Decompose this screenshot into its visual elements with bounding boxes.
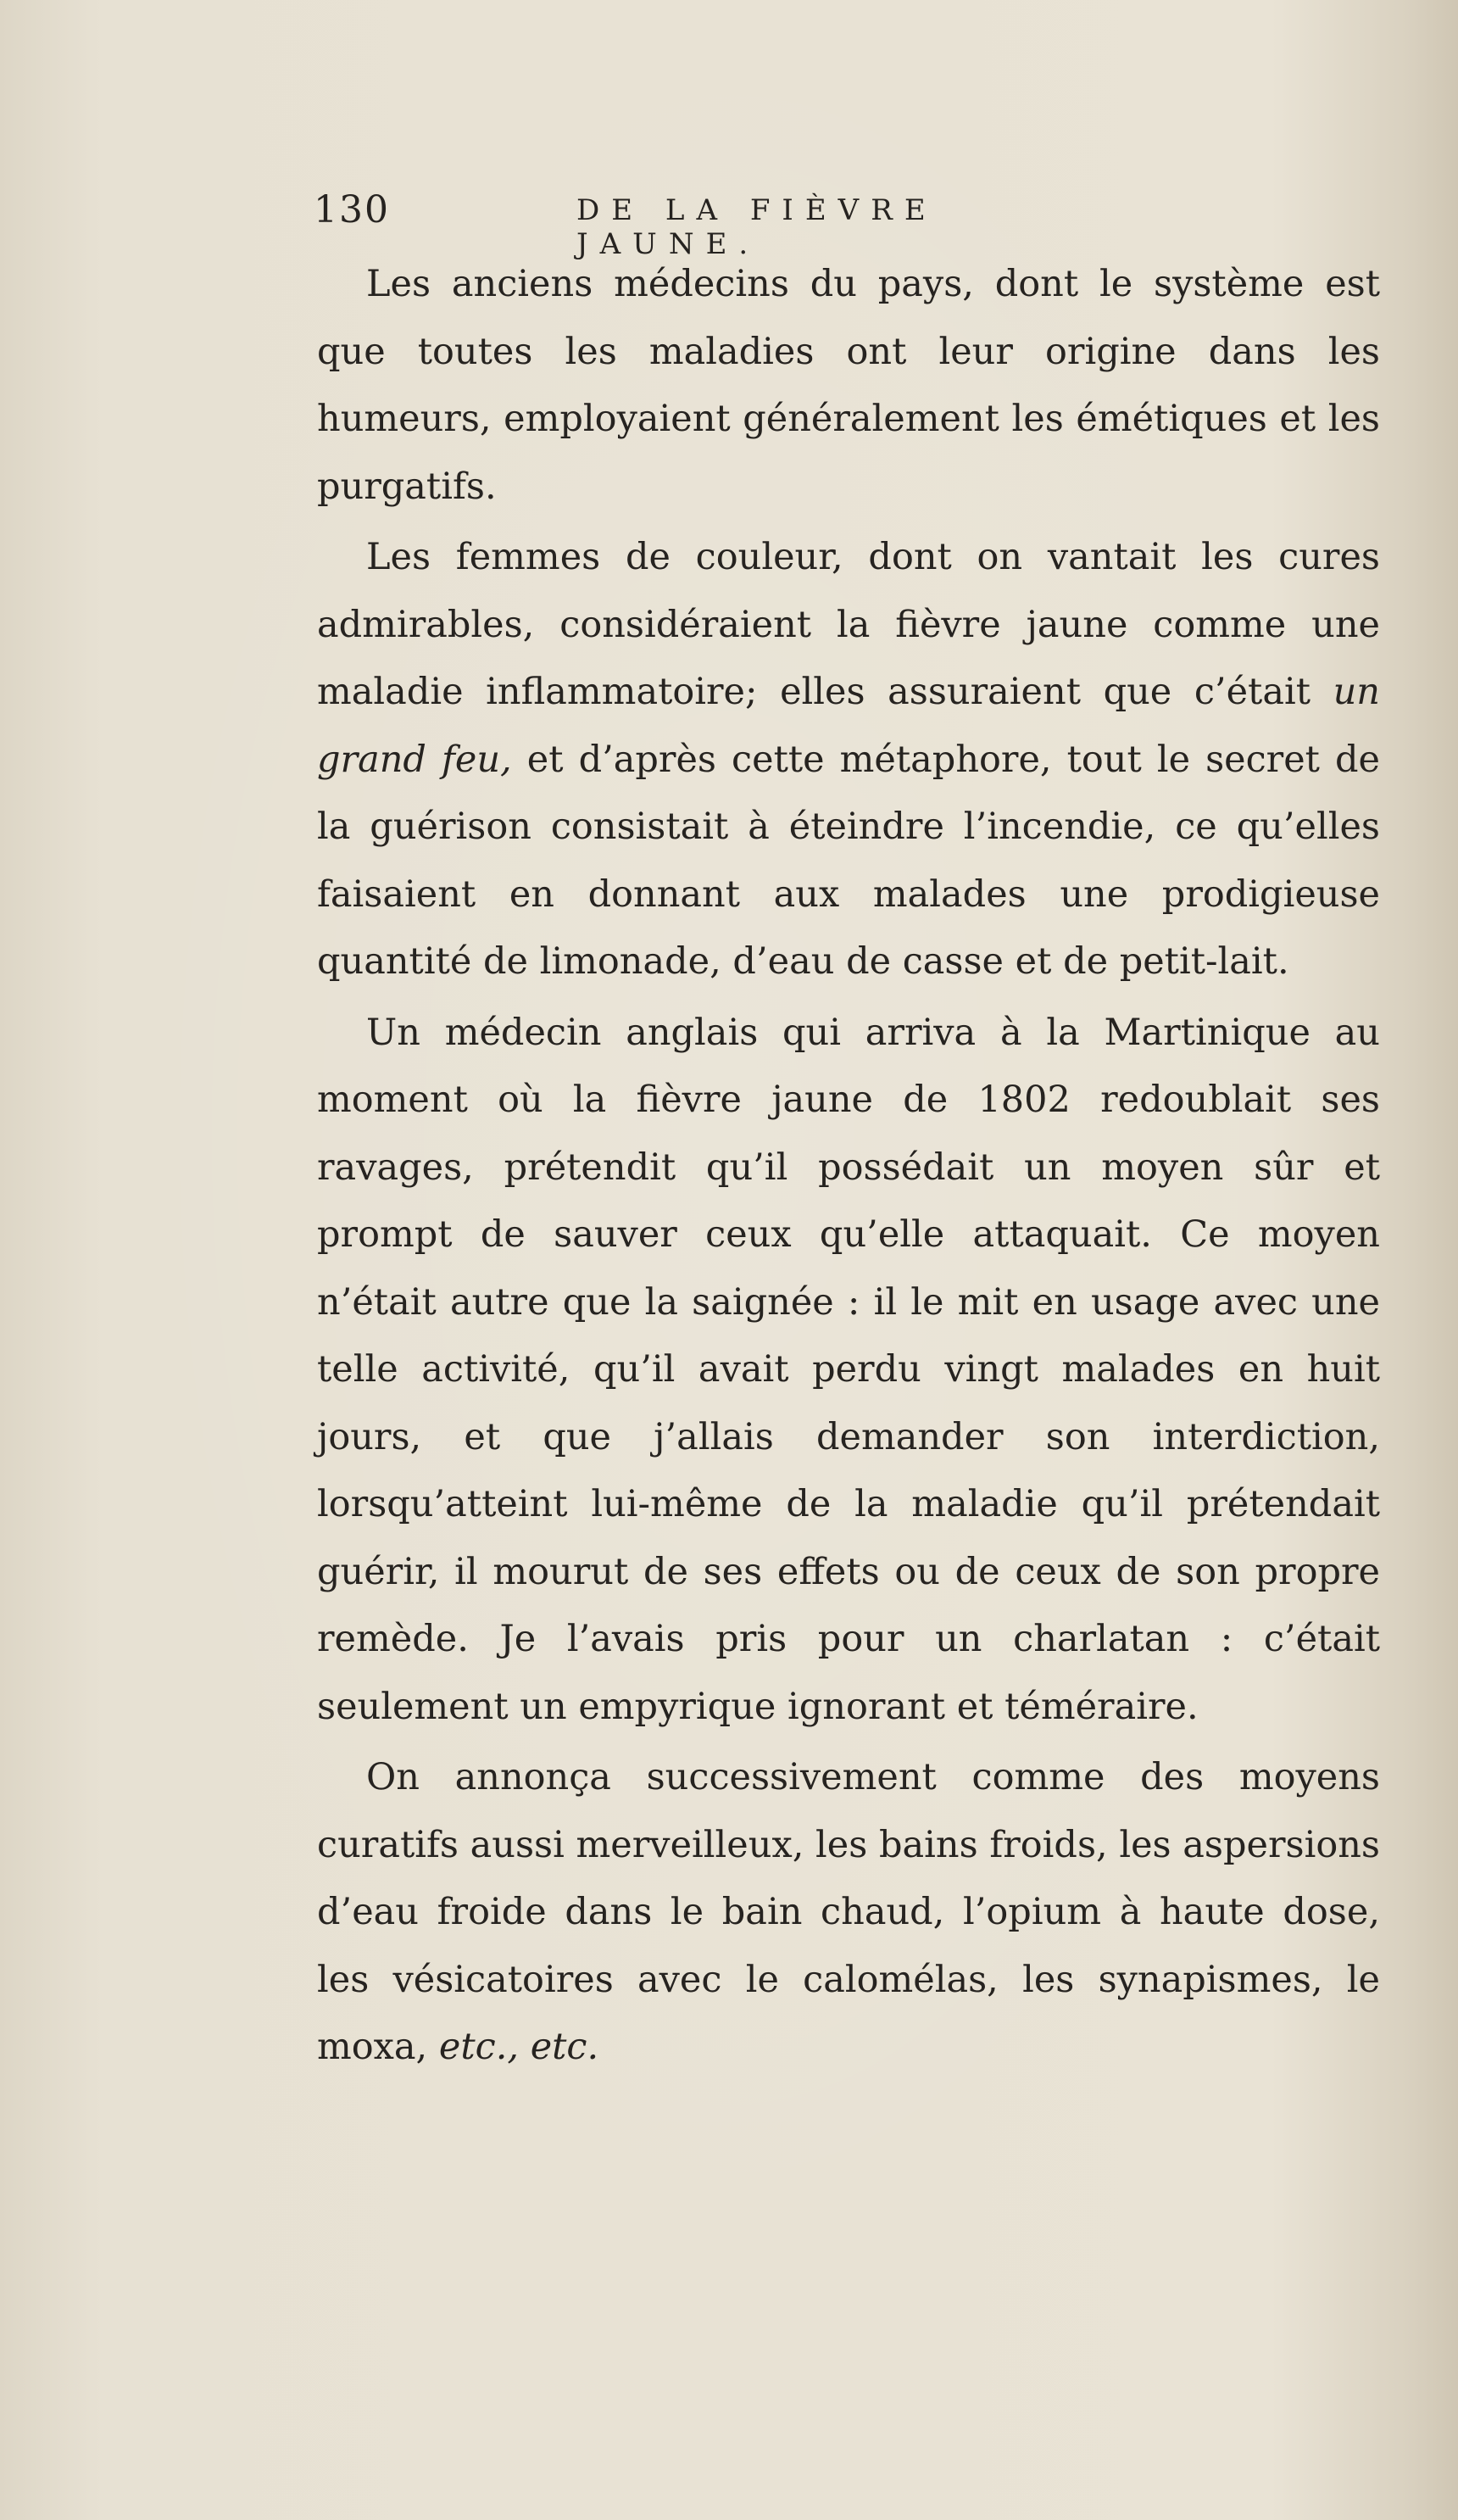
- italic-phrase: un grand feu,: [317, 671, 1380, 781]
- paragraph-text: Les anciens médecins du pays, dont le système est que toutes les maladies ont leur origine dans les humeurs, employaient généralement les émétiques et les purgatifs.: [317, 263, 1380, 508]
- page-header: [314, 188, 1119, 261]
- body-text: [317, 251, 1380, 2082]
- paragraph-4: [317, 1744, 1380, 2082]
- paragraph-3: [317, 1000, 1380, 1742]
- paragraph-text: et d’après cette métaphore, tout le secret de la guérison consistait à éteindre l’incendie, ce qu’elles faisaient en donnant aux malades une prodigieuse quantité de limonade, d’eau de casse et de petit-lait.: [317, 738, 1380, 983]
- paragraph-1: [317, 251, 1380, 521]
- paragraph-2: [317, 524, 1380, 996]
- paragraph-text: Un médecin anglais qui arriva à la Martinique au moment où la fièvre jaune de 1802 redoublait ses ravages, prétendit qu’il possédait un moyen sûr et prompt de sauver ceux qu’elle attaquait. Ce moyen n’était autre que la saignée : il le mit en usage avec une telle activité, qu’il avait perdu vingt malades en huit jours, et que j’allais demander son interdiction, lorsqu’atteint lui-même de la maladie qu’il prétendait guérir, il mourut de ses effets ou de ceux de son propre remède. Je l’avais pris pour un charlatan : c’était seulement un empyrique ignorant et téméraire.: [317, 1011, 1380, 1728]
- page-number: 130: [314, 188, 390, 231]
- paragraph-text: Les femmes de couleur, dont on vantait les cures admirables, considéraient la fièvre jaune comme une maladie inflammatoire; elles assuraient que c’était: [317, 536, 1380, 713]
- italic-phrase: etc., etc.: [438, 2026, 599, 2068]
- running-head: DE LA FIÈVRE JAUNE.: [576, 193, 938, 261]
- paragraph-text: On annonça successivement comme des moyens curatifs aussi merveilleux, les bains froids, les aspersions d’eau froide dans le bain chaud, l’opium à haute dose, les vésicatoires avec le calomélas, les synapismes, le moxa,: [317, 1756, 1380, 2068]
